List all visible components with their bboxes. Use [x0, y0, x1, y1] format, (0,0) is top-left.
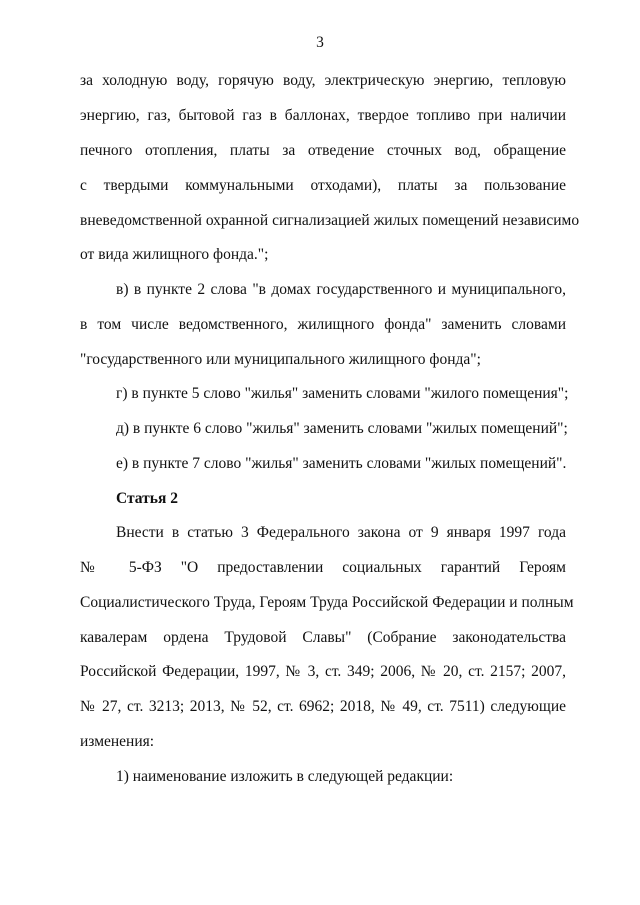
text-line: вневедомственной охранной сигнализацией жилых помещений независимо: [80, 212, 580, 229]
text-line: г) в пункте 5 слово "жилья" заменить словами "жилого помещения";: [116, 385, 569, 402]
text-line: № 5-ФЗ "О предоставлении социальных гарантий Героям: [80, 559, 566, 576]
text-line: Российской Федерации, 1997, № 3, ст. 349; 2006, № 20, ст. 2157; 2007,: [80, 663, 566, 680]
page-number: 3: [316, 34, 324, 51]
text-line: кавалерам ордена Трудовой Славы" (Собрание законодательства: [80, 629, 566, 646]
text-line: печного отопления, платы за отведение сточных вод, обращение: [80, 142, 566, 159]
text-line: в) в пункте 2 слова "в домах государственного и муниципального,: [116, 281, 566, 298]
text-line: № 27, ст. 3213; 2013, № 52, ст. 6962; 2018, № 49, ст. 7511) следующие: [80, 698, 566, 715]
text-line: Внести в статью 3 Федерального закона от 9 января 1997 года: [116, 524, 566, 541]
text-line: с твердыми коммунальными отходами), платы за пользование: [80, 177, 566, 194]
article-heading: Статья 2: [116, 490, 178, 507]
text-line: 1) наименование изложить в следующей редакции:: [116, 768, 454, 785]
text-line: энергию, газ, бытовой газ в баллонах, твердое топливо при наличии: [80, 107, 566, 124]
text-line: за холодную воду, горячую воду, электрическую энергию, тепловую: [80, 72, 566, 89]
text-line: "государственного или муниципального жилищного фонда";: [80, 351, 481, 368]
text-line: Социалистического Труда, Героям Труда Российской Федерации и полным: [80, 594, 574, 611]
text-line: от вида жилищного фонда.";: [80, 246, 269, 263]
text-line: е) в пункте 7 слово "жилья" заменить словами "жилых помещений".: [116, 455, 567, 472]
text-line: д) в пункте 6 слово "жилья" заменить словами "жилых помещений";: [116, 420, 568, 437]
text-line: изменения:: [80, 733, 155, 750]
text-line: в том числе ведомственного, жилищного фонда" заменить словами: [80, 316, 566, 333]
